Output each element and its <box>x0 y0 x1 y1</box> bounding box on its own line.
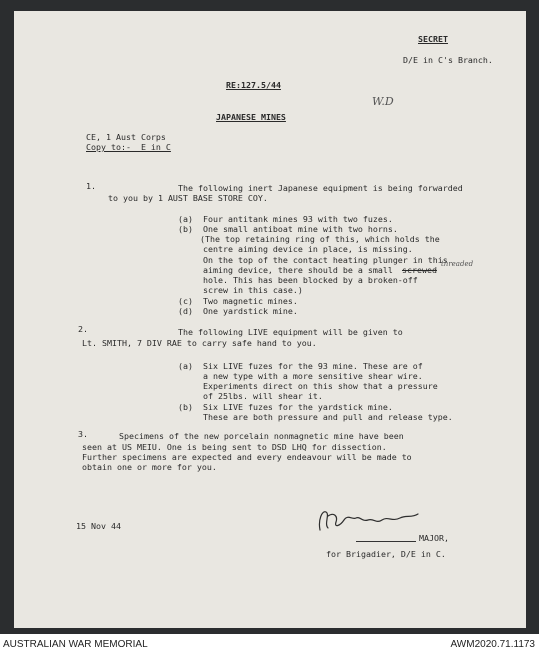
document-subject: JAPANESE MINES <box>216 112 286 122</box>
item-line: hole. This has been blocked by a broken-off <box>203 275 418 285</box>
handwritten-annotation: W.D <box>372 95 394 108</box>
paragraph-number: 2. <box>78 324 88 334</box>
paragraph-line: Specimens of the new porcelain nonmagnetic mine have been <box>119 431 404 441</box>
item-line: One small antiboat mine with two horns. <box>203 224 398 234</box>
item-line: Experiments direct on this show that a pressure <box>203 381 438 391</box>
reference-number: RE:127.5/44 <box>226 80 281 90</box>
addressee-copy-to: Copy to:- E in C <box>86 142 171 152</box>
archive-caption-institution: AUSTRALIAN WAR MEMORIAL <box>3 639 148 650</box>
item-label: (a) <box>178 214 193 224</box>
item-line: On the top of the contact heating plunger in this <box>203 255 448 265</box>
item-line: Four antitank mines 93 with two fuzes. <box>203 214 393 224</box>
paragraph-line: The following inert Japanese equipment is being forwarded <box>178 183 463 193</box>
item-label: (b) <box>178 402 193 412</box>
archive-caption-reference: AWM2020.71.1173 <box>450 639 535 650</box>
signature-line <box>356 541 416 542</box>
signatory-rank: MAJOR, <box>419 533 449 543</box>
item-line: Six LIVE fuzes for the 93 mine. These are of <box>203 361 423 371</box>
paragraph-number: 3. <box>78 429 88 439</box>
addressee-to: CE, 1 Aust Corps <box>86 132 166 142</box>
item-label: (c) <box>178 296 193 306</box>
paragraph-line: Further specimens are expected and every endeavour will be made to <box>82 452 412 462</box>
paragraph-number: 1. <box>86 181 96 191</box>
paragraph-line: to you by 1 AUST BASE STORE COY. <box>108 193 268 203</box>
paragraph-line: obtain one or more for you. <box>82 462 217 472</box>
item-label: (b) <box>178 224 193 234</box>
item-label: (a) <box>178 361 193 371</box>
item-line: a new type with a more sensitive shear wire. <box>203 371 423 381</box>
item-line: Six LIVE fuzes for the yardstick mine. <box>203 402 393 412</box>
document-date: 15 Nov 44 <box>76 521 121 531</box>
item-line: One yardstick mine. <box>203 306 298 316</box>
paragraph-line: The following LIVE equipment will be given to <box>178 327 403 337</box>
item-label: (d) <box>178 306 193 316</box>
struck-out-word: screwed <box>402 265 437 275</box>
item-line: screw in this case.) <box>203 285 303 295</box>
item-line: of 25lbs. will shear it. <box>203 391 323 401</box>
item-line: centre aiming device in place, is missing. <box>203 244 413 254</box>
paragraph-line: seen at US MEIU. One is being sent to DSD LHQ for dissection. <box>82 442 387 452</box>
branch-line: D/E in C's Branch. <box>403 55 493 65</box>
item-line: aiming device, there should be a small <box>203 265 393 275</box>
classification-marking: SECRET <box>418 34 448 44</box>
paragraph-line: Lt. SMITH, 7 DIV RAE to carry safe hand to you. <box>82 338 317 348</box>
document-page <box>14 11 526 628</box>
handwritten-insertion: threaded <box>441 260 474 268</box>
item-line: (The top retaining ring of this, which holds the <box>200 234 440 244</box>
item-line: These are both pressure and pull and release type. <box>203 412 453 422</box>
item-line: Two magnetic mines. <box>203 296 298 306</box>
handwritten-signature <box>314 502 424 538</box>
signed-for-line: for Brigadier, D/E in C. <box>326 549 446 559</box>
